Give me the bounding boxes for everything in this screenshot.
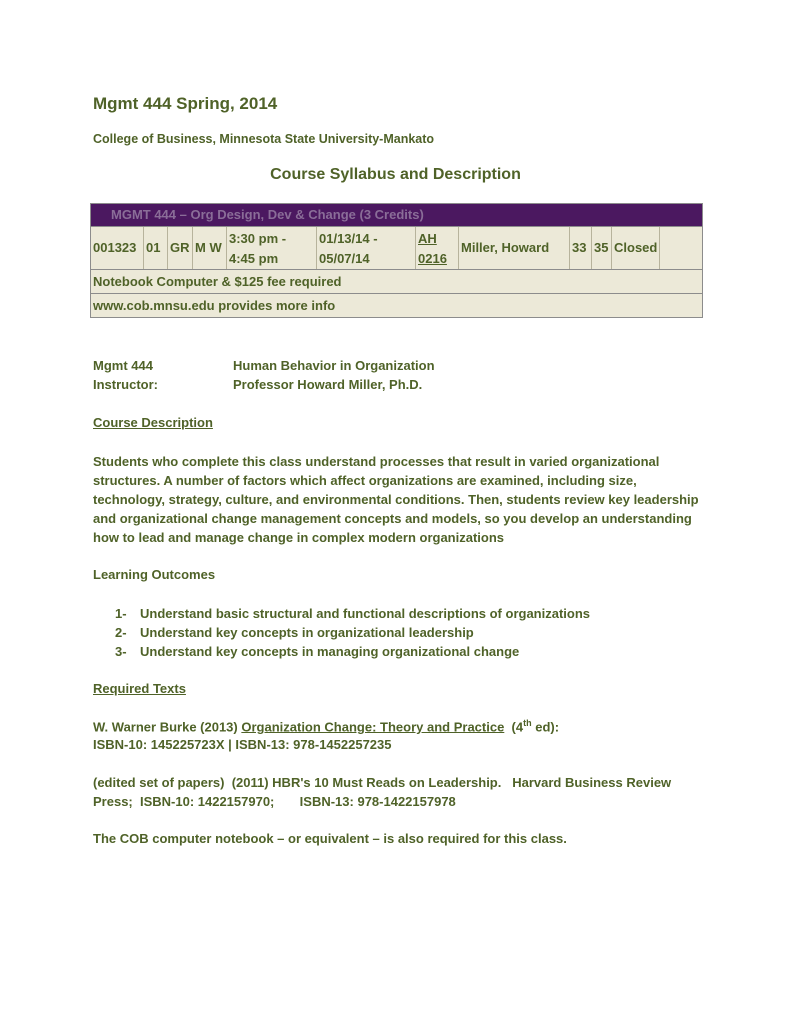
- room-link[interactable]: AH 0216: [416, 227, 459, 269]
- status: Closed: [612, 227, 660, 269]
- course-name: Human Behavior in Organization: [233, 358, 435, 373]
- book1-title: Organization Change: Theory and Practice: [241, 719, 505, 735]
- dates: 01/13/14 - 05/07/14: [317, 227, 416, 269]
- capacity-count: 35: [592, 227, 612, 269]
- enrolled-count: 33: [570, 227, 592, 269]
- note-fee: Notebook Computer & $125 fee required: [91, 270, 702, 294]
- learning-outcomes-heading: Learning Outcomes: [93, 567, 216, 582]
- schedule-row: [91, 227, 702, 270]
- course-description-text: Students who complete this class understand processes that result in varied organizational structures. A number of factors which affect organizations are examined, including size, technology, strategy, culture, and environmental conditions. Then, students review key leadership and organizational change management concepts and models, so you develop an understanding how to lead and manage change in complex modern organizations: [93, 454, 699, 545]
- schedule-table: [90, 203, 703, 318]
- notebook-requirement: The COB computer notebook – or equivalent – is also required for this class.: [93, 831, 567, 846]
- list-item: 2- Understand key concepts in organizational leadership: [115, 625, 474, 640]
- instructor-name: Miller, Howard: [459, 227, 570, 269]
- schedule-header: MGMT 444 – Org Design, Dev & Change (3 Credits): [91, 204, 702, 227]
- course-label: Mgmt 444: [93, 358, 153, 373]
- empty-cell: [660, 227, 700, 269]
- outcomes-list: [115, 604, 590, 661]
- list-item: 1- Understand basic structural and functional descriptions of organizations: [115, 606, 591, 621]
- college-name: College of Business, Minnesota State University-Mankato: [93, 132, 435, 146]
- book1-citation: W. Warner Burke (2013) Organization Change: Theory and Practice (4th ed):: [93, 718, 560, 735]
- class-id: 001323: [91, 227, 144, 269]
- book2-citation: (edited set of papers) (2011) HBR's 10 Must Reads on Leadership. Harvard Business Review: [93, 775, 672, 790]
- book2-isbn: Press; ISBN-10: 1422157970; ISBN-13: 978-1422157978: [93, 794, 456, 809]
- days: M W: [193, 227, 227, 269]
- instructor-value: Professor Howard Miller, Ph.D.: [233, 377, 423, 392]
- page-title: Mgmt 444 Spring, 2014: [93, 94, 278, 113]
- level: GR: [168, 227, 193, 269]
- section: 01: [144, 227, 168, 269]
- syllabus-heading: Course Syllabus and Description: [270, 166, 521, 183]
- time: 3:30 pm - 4:45 pm: [227, 227, 317, 269]
- course-description-heading: Course Description: [93, 415, 213, 430]
- note-website: www.cob.mnsu.edu provides more info: [93, 298, 336, 313]
- required-texts-heading: Required Texts: [93, 681, 186, 696]
- instructor-label: Instructor:: [93, 377, 158, 392]
- book1-isbn: ISBN-10: 145225723X | ISBN-13: 978-1452257235: [93, 737, 392, 752]
- list-item: 3- Understand key concepts in managing organizational change: [115, 644, 520, 659]
